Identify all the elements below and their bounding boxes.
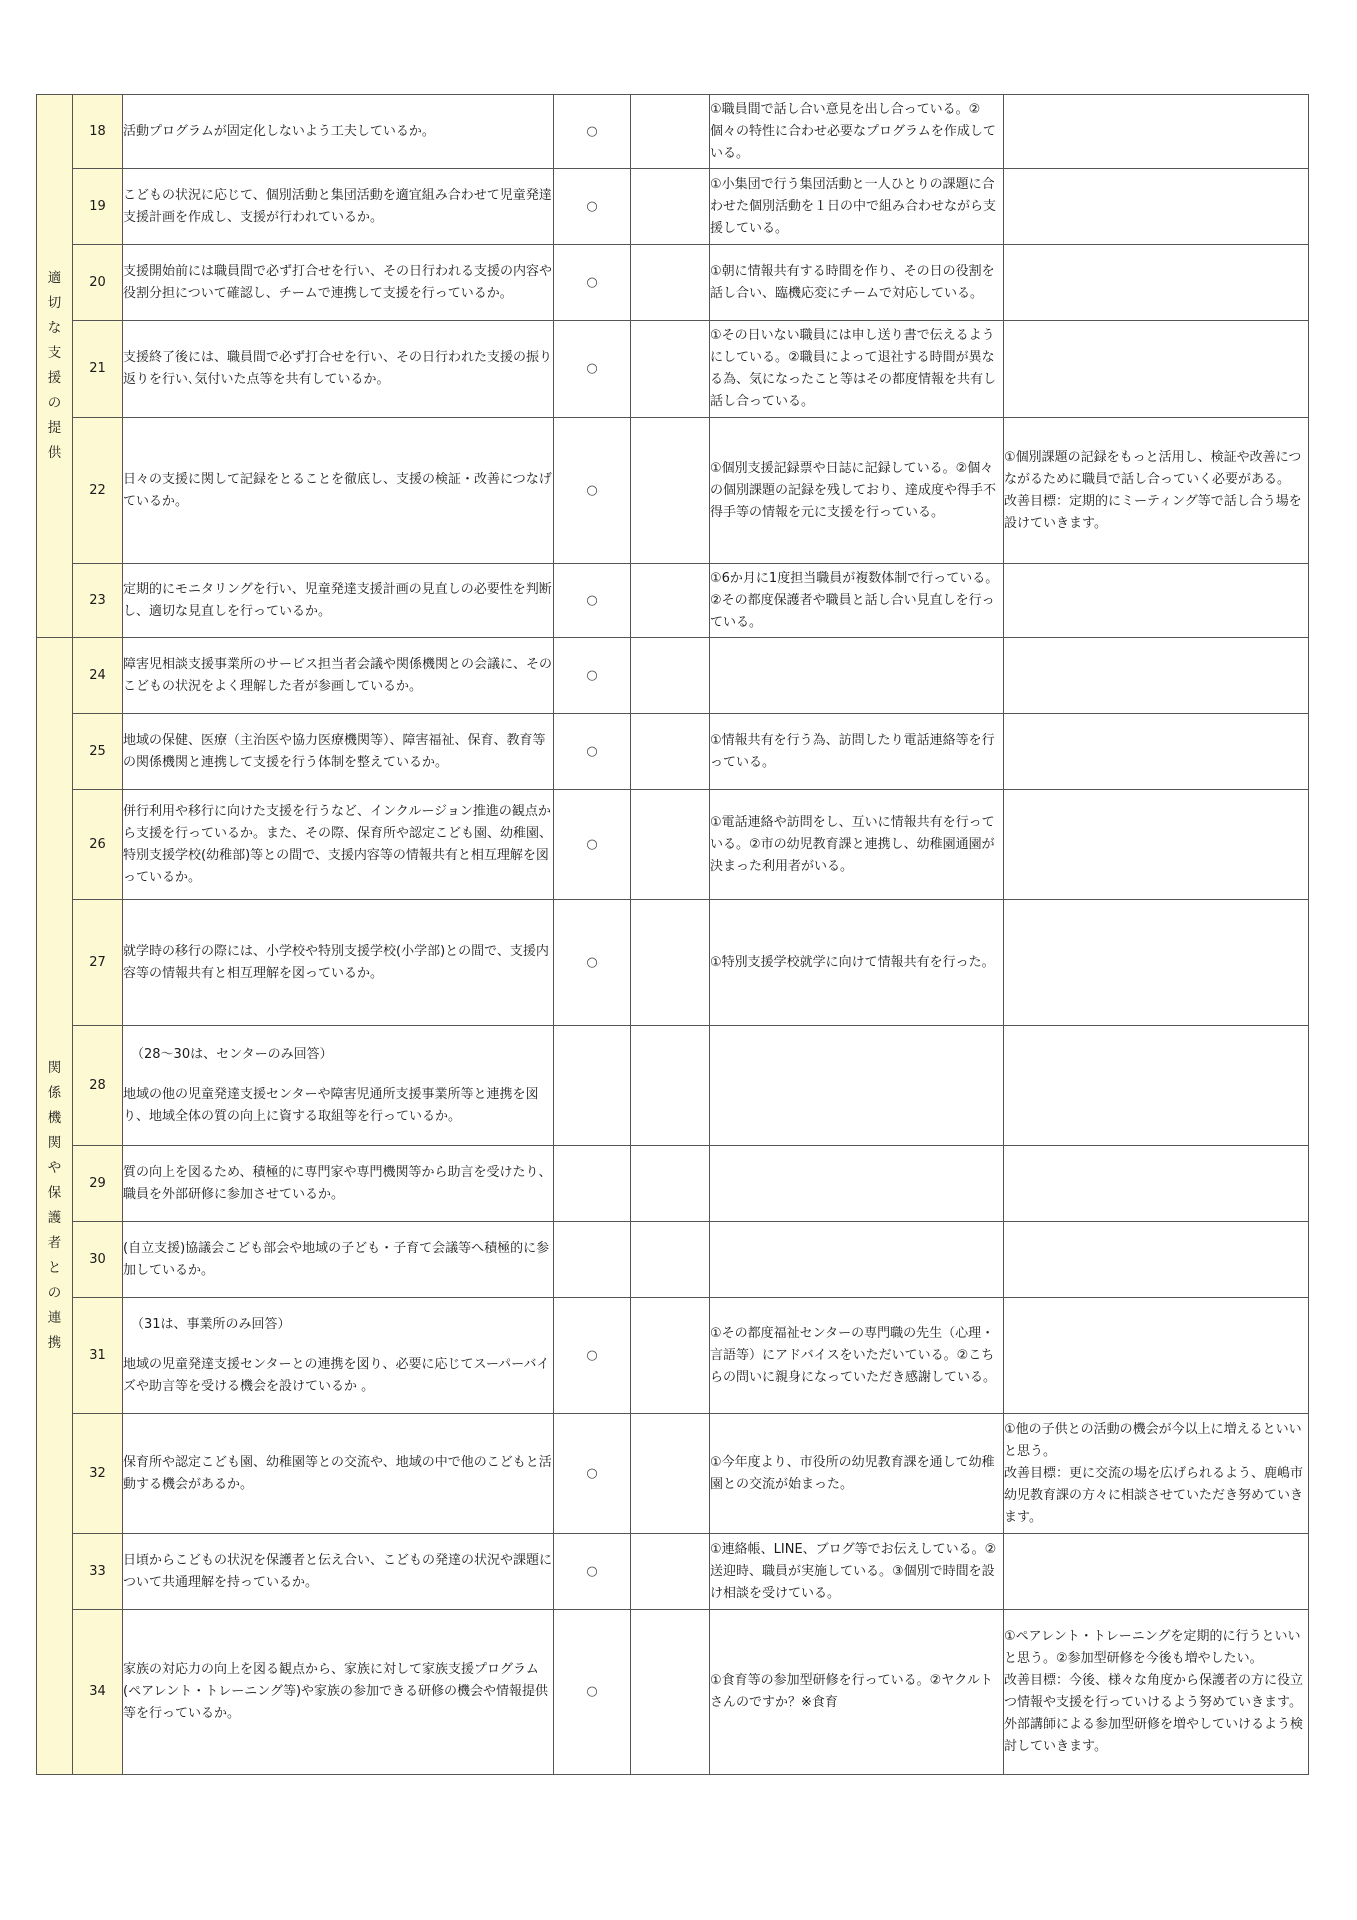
no-mark [631,564,710,638]
question-cell [123,418,554,564]
remarks-cell: ①6か月に1度担当職員が複数体制で行っている。②その都度保護者や職員と話し合い見直しを行っている。 [710,564,1004,638]
question-text: 日々の支援に関して記録をとることを徹底し、支援の検証・改善につなげているか。 [123,471,552,509]
improvement-goal: 改善目標：定期的にミーティング等で話し合う場を設けていきます。 [1004,493,1302,531]
evaluation-table [36,94,1309,1775]
question-text: 支援終了後には、職員間で必ず打合せを行い、その日行われた支援の振り返りを行い､気付いた点等を共有しているか。 [123,350,553,387]
no-mark [631,1414,710,1534]
category-label: 関係機関や保護者との連携 [47,1060,62,1351]
improvement-cell [1004,169,1309,245]
yes-mark: ○ [554,245,631,321]
yes-mark: ○ [554,1610,631,1775]
improvement-cell [1004,1298,1309,1414]
table-row [37,321,1309,418]
table-row [37,169,1309,245]
question-text: 地域の他の児童発達支援センターや障害児通所支援事業所等と連携を図り、地域全体の質の向上に資する取組等を行っているか。 [123,1086,539,1124]
remarks-cell [710,1222,1004,1298]
table-row [37,1146,1309,1222]
question-text: 質の向上を図るため、積極的に専門家や専門機関等から助言を受けたり、職員を外部研修に参加させているか。 [123,1164,552,1202]
question-cell [123,1534,554,1610]
item-number: 33 [73,1534,123,1610]
item-number: 25 [73,714,123,790]
improvement-cell [1004,564,1309,638]
no-mark [631,1298,710,1414]
question-cell [123,900,554,1026]
yes-mark: ○ [554,1534,631,1610]
item-number: 26 [73,790,123,900]
yes-mark: ○ [554,1414,631,1534]
item-number: 27 [73,900,123,1026]
item-number: 18 [73,95,123,169]
table-row [37,1610,1309,1775]
question-cell [123,245,554,321]
yes-mark [554,1222,631,1298]
remarks-cell: ①特別支援学校就学に向けて情報共有を行った。 [710,900,1004,1026]
remarks-cell: ①連絡帳、LINE、ブログ等でお伝えしている。②送迎時、職員が実施している。③個別で時間を設け相談を受けている。 [710,1534,1004,1610]
no-mark [631,1534,710,1610]
table-row [37,900,1309,1026]
remarks-cell [710,1146,1004,1222]
question-text: こどもの状況に応じて、個別活動と集団活動を適宜組み合わせて児童発達支援計画を作成し、支援が行われているか。 [123,187,552,225]
question-cell [123,638,554,714]
question-text: 定期的にモニタリングを行い、児童発達支援計画の見直しの必要性を判断し、適切な見直しを行っているか。 [123,581,552,619]
question-cell [123,1414,554,1534]
category-cell [37,638,73,1775]
item-number: 19 [73,169,123,245]
yes-mark [554,1026,631,1146]
question-cell [123,95,554,169]
question-text: 日頃からこどもの状況を保護者と伝え合い、こどもの発達の状況や課題について共通理解を持っているか。 [123,1552,553,1590]
yes-mark: ○ [554,900,631,1026]
improvement-goal: 改善目標：今後、様々な角度から保護者の方に役立つ情報や支援を行っていけるよう努めていきます。外部講師による参加型研修を増やしていけるよう検討していきます。 [1004,1673,1304,1754]
item-number: 28 [73,1026,123,1146]
table-row [37,1298,1309,1414]
yes-mark: ○ [554,169,631,245]
item-number: 24 [73,638,123,714]
table-row [37,418,1309,564]
question-cell [123,1026,554,1146]
yes-mark: ○ [554,321,631,418]
item-number: 22 [73,418,123,564]
no-mark [631,245,710,321]
question-cell [123,1298,554,1414]
no-mark [631,1026,710,1146]
improvement-text: ①他の子供との活動の機会が今以上に増えるといいと思う。 [1004,1421,1302,1459]
answer-scope-note: （28～30は、センターのみ回答） [131,1046,333,1062]
no-mark [631,900,710,1026]
question-cell [123,1146,554,1222]
no-mark [631,1610,710,1775]
category-cell [37,95,73,638]
item-number: 21 [73,321,123,418]
question-text: 支援開始前には職員間で必ず打合せを行い、その日行われる支援の内容や役割分担について確認し、チームで連携して支援を行っているか。 [123,263,553,301]
remarks-cell: ①朝に情報共有する時間を作り、その日の役割を話し合い、臨機応変にチームで対応している。 [710,245,1004,321]
remarks-cell: ①その都度福祉センターの専門職の先生（心理・言語等）にアドバイスをいただいている。②こちらの問いに親身になっていただき感謝している。 [710,1298,1004,1414]
no-mark [631,714,710,790]
question-text: 活動プログラムが固定化しないよう工夫しているか。 [123,123,435,139]
table-row [37,1534,1309,1610]
remarks-cell: ①今年度より、市役所の幼児教育課を通して幼稚園との交流が始まった。 [710,1414,1004,1534]
improvement-cell [1004,900,1309,1026]
yes-mark: ○ [554,564,631,638]
question-cell [123,790,554,900]
question-cell [123,1222,554,1298]
yes-mark: ○ [554,638,631,714]
yes-mark: ○ [554,714,631,790]
remarks-cell: ①小集団で行う集団活動と一人ひとりの課題に合わせた個別活動を１日の中で組み合わせながら支援している。 [710,169,1004,245]
no-mark [631,321,710,418]
question-text: 家族の対応力の向上を図る観点から、家族に対して家族支援プログラム(ペアレント・トレーニング等)や家族の参加できる研修の機会や情報提供等を行っているか。 [123,1662,549,1721]
question-text: 併行利用や移行に向けた支援を行うなど、インクルージョン推進の観点から支援を行っているか。また、その際、保育所や認定こども園、幼稚園、特別支援学校(幼稚部)等との間で、支援内容等の情報共有と相互理解を図っているか。 [123,803,553,885]
improvement-cell [1004,638,1309,714]
no-mark [631,1146,710,1222]
item-number: 30 [73,1222,123,1298]
improvement-cell [1004,418,1309,564]
table-row [37,564,1309,638]
no-mark [631,169,710,245]
improvement-goal: 改善目標：更に交流の場を広げられるよう、鹿嶋市幼児教育課の方々に相談させていただき努めていきます。 [1004,1465,1304,1525]
question-cell [123,169,554,245]
answer-scope-note: （31は、事業所のみ回答） [131,1316,291,1332]
no-mark [631,418,710,564]
improvement-cell [1004,95,1309,169]
remarks-cell: ①電話連絡や訪問をし、互いに情報共有を行っている。②市の幼児教育課と連携し、幼稚園通園が決まった利用者がいる。 [710,790,1004,900]
item-number: 29 [73,1146,123,1222]
question-cell [123,1610,554,1775]
table-row [37,714,1309,790]
question-cell [123,564,554,638]
improvement-cell [1004,1534,1309,1610]
improvement-cell [1004,245,1309,321]
remarks-cell [710,1026,1004,1146]
remarks-cell: ①職員間で話し合い意見を出し合っている。②個々の特性に合わせ必要なプログラムを作成している。 [710,95,1004,169]
improvement-cell [1004,714,1309,790]
yes-mark: ○ [554,95,631,169]
improvement-text: ①個別課題の記録をもっと活用し、検証や改善につながるために職員で話し合っていく必要がある。 [1004,449,1302,487]
question-text: 地域の保健、医療（主治医や協力医療機関等）、障害福祉、保育、教育等の関係機関と連携して支援を行う体制を整えているか。 [123,732,546,770]
improvement-cell [1004,1026,1309,1146]
improvement-cell [1004,1610,1309,1775]
question-text: 保育所や認定こども園、幼稚園等との交流や、地域の中で他のこどもと活動する機会があるか。 [123,1454,552,1492]
table-row [37,1222,1309,1298]
table-row [37,95,1309,169]
question-text: 障害児相談支援事業所のサービス担当者会議や関係機関との会議に、そのこどもの状況をよく理解した者が参画しているか。 [123,656,553,694]
improvement-cell [1004,790,1309,900]
question-cell [123,321,554,418]
table-row [37,1026,1309,1146]
question-cell [123,714,554,790]
table-row [37,245,1309,321]
category-label: 適切な支援の提供 [47,270,62,461]
table-row [37,638,1309,714]
yes-mark: ○ [554,790,631,900]
yes-mark: ○ [554,1298,631,1414]
yes-mark: ○ [554,418,631,564]
no-mark [631,790,710,900]
table-row [37,1414,1309,1534]
no-mark [631,1222,710,1298]
question-text: 地域の児童発達支援センターとの連携を図り、必要に応じてスーパーバイズや助言等を受ける機会を設けているか 。 [123,1356,550,1394]
remarks-cell: ①食育等の参加型研修を行っている。②ヤクルトさんのですか？※食育 [710,1610,1004,1775]
improvement-cell [1004,1222,1309,1298]
item-number: 34 [73,1610,123,1775]
item-number: 32 [73,1414,123,1534]
question-text: (自立支援)協議会こども部会や地域の子ども・子育て会議等へ積極的に参加しているか。 [123,1240,550,1278]
item-number: 20 [73,245,123,321]
remarks-cell: ①情報共有を行う為、訪問したり電話連絡等を行っている。 [710,714,1004,790]
item-number: 23 [73,564,123,638]
question-text: 就学時の移行の際には、小学校や特別支援学校(小学部)との間で、支援内容等の情報共有と相互理解を図っているか。 [123,943,549,981]
item-number: 31 [73,1298,123,1414]
improvement-text: ①ペアレント・トレーニングを定期的に行うといいと思う。②参加型研修を今後も増やしたい。 [1004,1629,1301,1666]
remarks-cell: ①その日いない職員には申し送り書で伝えるようにしている。②職員によって退社する時間が異なる為、気になったこと等はその都度情報を共有し話し合っている。 [710,321,1004,418]
yes-mark [554,1146,631,1222]
table-row [37,790,1309,900]
no-mark [631,95,710,169]
improvement-cell [1004,321,1309,418]
improvement-cell [1004,1414,1309,1534]
remarks-cell [710,638,1004,714]
remarks-cell: ①個別支援記録票や日誌に記録している。②個々の個別課題の記録を残しており、達成度や得手不得手等の情報を元に支援を行っている。 [710,418,1004,564]
improvement-cell [1004,1146,1309,1222]
no-mark [631,638,710,714]
